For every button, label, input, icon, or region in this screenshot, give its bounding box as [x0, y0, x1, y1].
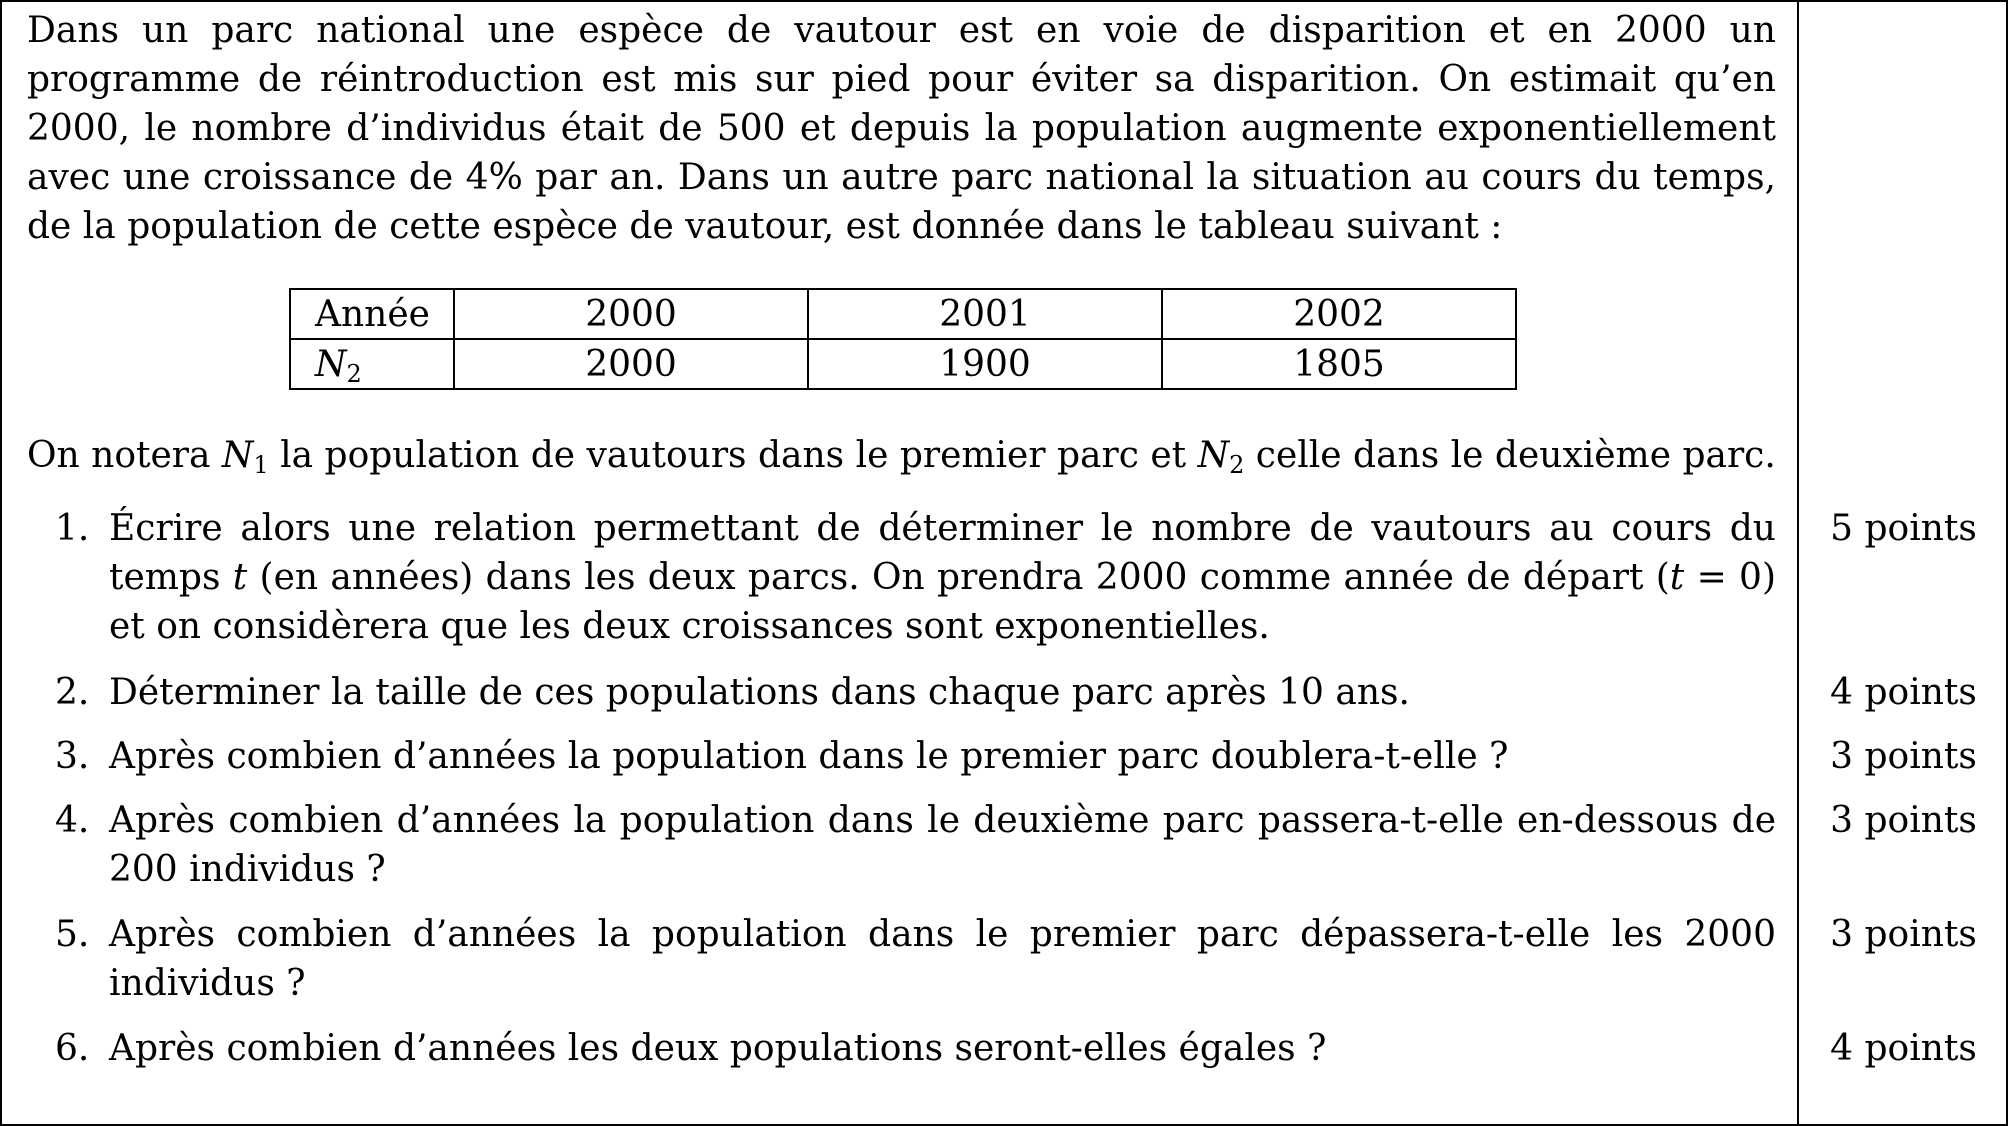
question-1: [27, 504, 1776, 651]
question-number: 5.: [55, 914, 90, 955]
table-cell-value: 1900: [808, 339, 1162, 389]
question-text: Après combien d’années les deux populations seront-elles égales ?: [109, 1028, 1327, 1069]
question-number: 4.: [55, 800, 90, 841]
table-cell-year: 2000: [454, 289, 808, 339]
notation-sentence: On notera $N_1$ la population de vautours dans le premier parc et $N_2$ celle dans le deuxième parc.: [27, 435, 1776, 479]
table-header-n2: $N_2$: [290, 339, 454, 389]
table-cell-value: 1805: [1162, 339, 1516, 389]
question-text: Après combien d’années la population dans le premier parc doublera-t-elle ?: [109, 736, 1509, 777]
question-number: 2.: [55, 672, 90, 713]
question-text: Après combien d’années la population dans le premier parc dépassera-t-elle les 2000 individus ?: [109, 914, 1776, 1004]
question-text: Écrire alors une relation permettant de déterminer le nombre de vautours au cours du temps t (en années) dans les deux parcs. On prendra 2000 comme année de départ (t = 0) et on considèrera que les deux croissances sont exponentielles.: [109, 508, 1776, 647]
question-text: Déterminer la taille de ces populations dans chaque parc après 10 ans.: [109, 672, 1410, 713]
table-row-years: [290, 289, 1516, 339]
points-q3: 3 points: [1830, 736, 1977, 777]
question-number: 1.: [55, 508, 90, 549]
population-table: [289, 288, 1517, 390]
question-number: 6.: [55, 1028, 90, 1069]
table-cell-value: 2000: [454, 339, 808, 389]
points-q4: 3 points: [1830, 800, 1977, 841]
points-q2: 4 points: [1830, 672, 1977, 713]
table-cell-year: 2002: [1162, 289, 1516, 339]
points-q6: 4 points: [1830, 1028, 1977, 1069]
intro-paragraph: Dans un parc national une espèce de vautour est en voie de disparition et en 2000 un programme de réintroduction est mis sur pied pour éviter sa disparition. On estimait qu’en 2000, le nombre d’individus était de 500 et depuis la population augmente exponentiellement avec une croissance de 4% par an. Dans un autre parc national la situation au cours du temps, de la population de cette espèce de vautour, est donnée dans le tableau suivant :: [27, 10, 1776, 247]
points-q5: 3 points: [1830, 914, 1977, 955]
table-header-year: Année: [290, 289, 454, 339]
table-cell-year: 2001: [808, 289, 1162, 339]
question-text: Après combien d’années la population dans le deuxième parc passera-t-elle en-dessous de 200 individus ?: [109, 800, 1776, 890]
table-row-values: [290, 339, 1516, 389]
question-number: 3.: [55, 736, 90, 777]
points-q1: 5 points: [1830, 508, 1977, 549]
